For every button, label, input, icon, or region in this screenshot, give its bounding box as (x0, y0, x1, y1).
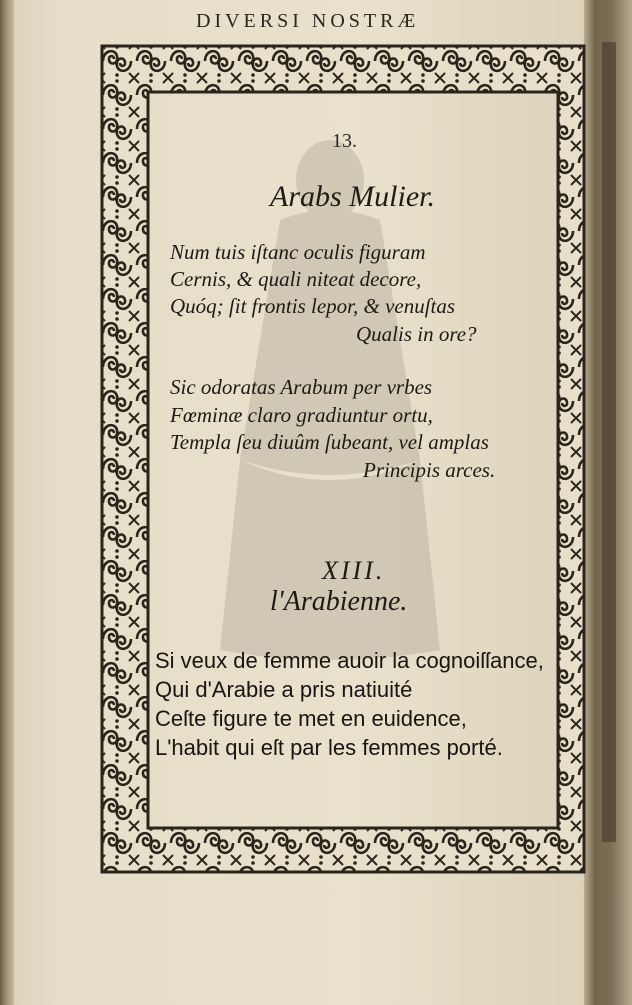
latin-verse-line: Quóq; ſit frontis lepor, & venuſtas (170, 294, 456, 318)
latin-verse-line: Templa ſeu diuûm ſubeant, vel amplas (170, 430, 489, 454)
page-edge-left (0, 0, 14, 1005)
latin-verse-line: Qualis in ore? (356, 322, 477, 346)
running-head: DIVERSI NOSTRÆ (196, 10, 420, 32)
latin-verse-line: Num tuis iſtanc oculis figuram (170, 240, 426, 264)
latin-verse-line: Sic odoratas Arabum per vrbes (170, 375, 433, 399)
section-numeral: XIII. (322, 556, 386, 585)
french-verse-line: L'habit qui eſt par les femmes porté. (155, 735, 503, 760)
french-verse-line: Si veux de femme auoir la cognoiſſance, (155, 648, 544, 673)
french-title: l'Arabienne. (270, 586, 408, 617)
facing-page-border-fragment (602, 42, 632, 842)
page-number: 13. (332, 130, 357, 152)
latin-verse-line: Fœminæ claro gradiuntur ortu, (170, 403, 433, 427)
latin-verse-line: Principis arces. (363, 458, 496, 482)
latin-title: Arabs Mulier. (270, 180, 435, 213)
latin-verse-line: Cernis, & quali niteat decore, (170, 267, 422, 291)
french-verse-line: Qui d'Arabie a pris natiuité (155, 677, 413, 702)
french-verse-line: Ceſte figure te met en euidence, (155, 706, 467, 731)
